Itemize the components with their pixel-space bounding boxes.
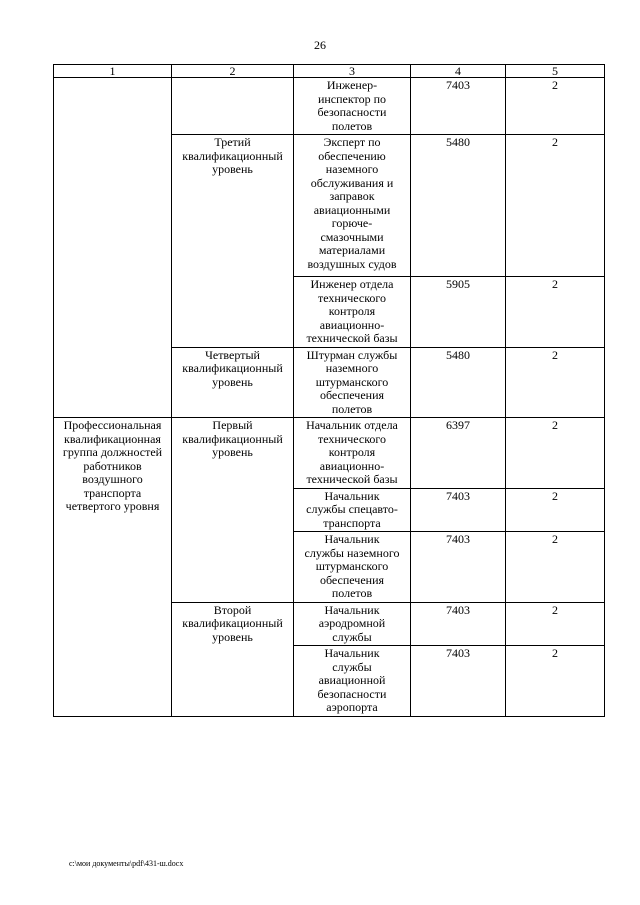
coefficient-cell: 2	[506, 532, 605, 603]
coefficient-cell: 2	[506, 78, 605, 135]
coefficient-cell: 2	[506, 646, 605, 717]
table-header-row	[54, 65, 605, 78]
salary-cell: 5905	[411, 277, 506, 348]
salary-cell: 7403	[411, 646, 506, 717]
coefficient-cell: 2	[506, 277, 605, 348]
coefficient-cell: 2	[506, 488, 605, 532]
salary-cell: 5480	[411, 347, 506, 418]
position-cell: Начальник аэродромной службы	[294, 602, 411, 646]
salary-table	[53, 64, 605, 717]
qualification-level-cell: Первый квалификационный уровень	[172, 418, 294, 603]
group-cell: Профессиональная квалификационная группа должностей работников воздушного транспорта четвертого уровня	[54, 418, 172, 717]
header-cell-4: 4	[411, 65, 506, 78]
header-cell-1: 1	[54, 65, 172, 78]
qualification-level-cell: Второй квалификационный уровень	[172, 602, 294, 716]
qualification-level-cell: Третий квалификационный уровень	[172, 135, 294, 348]
header-cell-5: 5	[506, 65, 605, 78]
position-cell: Начальник службы авиационной безопасности аэропорта	[294, 646, 411, 717]
position-cell: Штурман службы наземного штурманского обеспечения полетов	[294, 347, 411, 418]
salary-cell: 7403	[411, 78, 506, 135]
qualification-level-cell: Четвертый квалификационный уровень	[172, 347, 294, 418]
page-number: 26	[314, 38, 326, 52]
table-row	[54, 418, 605, 489]
coefficient-cell: 2	[506, 347, 605, 418]
position-cell: Эксперт по обеспечению наземного обслуживания и заправок авиационными горюче- смазочными материалами воздушных судов	[294, 135, 411, 277]
coefficient-cell: 2	[506, 135, 605, 277]
salary-cell: 6397	[411, 418, 506, 489]
table-row	[54, 78, 605, 135]
salary-cell: 7403	[411, 532, 506, 603]
salary-cell: 7403	[411, 602, 506, 646]
position-cell: Инженер- инспектор по безопасности полетов	[294, 78, 411, 135]
position-cell: Начальник службы наземного штурманского обеспечения полетов	[294, 532, 411, 603]
position-cell: Начальник службы спецавто- транспорта	[294, 488, 411, 532]
salary-cell: 7403	[411, 488, 506, 532]
level-cell-continued	[172, 78, 294, 135]
header-cell-2: 2	[172, 65, 294, 78]
coefficient-cell: 2	[506, 418, 605, 489]
salary-cell: 5480	[411, 135, 506, 277]
position-cell: Инженер отдела технического контроля авиационно- технической базы	[294, 277, 411, 348]
group-cell-continued	[54, 78, 172, 418]
header-cell-3: 3	[294, 65, 411, 78]
file-path-footer: c:\мои документы\pdf\431-ш.docx	[69, 859, 184, 868]
coefficient-cell: 2	[506, 602, 605, 646]
position-cell: Начальник отдела технического контроля авиационно- технической базы	[294, 418, 411, 489]
